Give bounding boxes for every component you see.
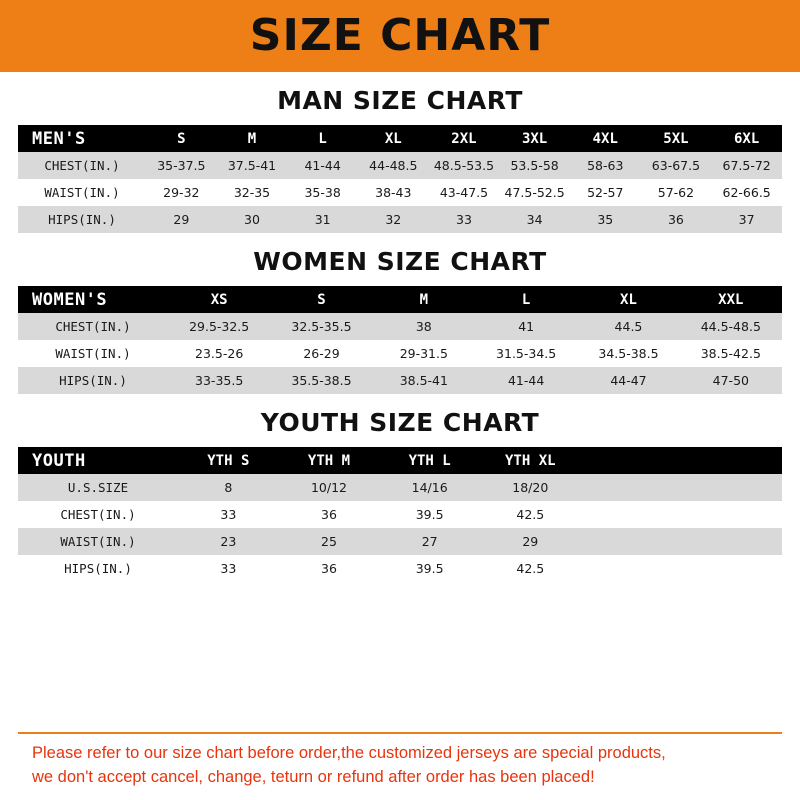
- col-header: M: [217, 125, 288, 152]
- col-header: L: [287, 125, 358, 152]
- cell-empty: [681, 555, 782, 582]
- cell: 35.5-38.5: [270, 367, 372, 394]
- section-title-youth: YOUTH SIZE CHART: [260, 408, 540, 437]
- cell: 39.5: [379, 555, 480, 582]
- cell: 47-50: [680, 367, 782, 394]
- cell: 32-35: [217, 179, 288, 206]
- section-title-women: WOMEN SIZE CHART: [253, 247, 547, 276]
- cell: 29-31.5: [373, 340, 475, 367]
- footer-line-1: Please refer to our size chart before order,the customized jerseys are special products,: [32, 744, 666, 763]
- cell: 35: [570, 206, 641, 233]
- cell: 37: [711, 206, 782, 233]
- cell: 33: [178, 555, 279, 582]
- cell: 44-47: [577, 367, 679, 394]
- col-header: S: [146, 125, 217, 152]
- cell: 53.5-58: [499, 152, 570, 179]
- cell: 30: [217, 206, 288, 233]
- cell: 27: [379, 528, 480, 555]
- cell: 23.5-26: [168, 340, 270, 367]
- table-row: [18, 555, 782, 582]
- cell: 32: [358, 206, 429, 233]
- page-title: SIZE CHART: [249, 10, 551, 61]
- cell: 38.5-41: [373, 367, 475, 394]
- cell: 23: [178, 528, 279, 555]
- cell: 44-48.5: [358, 152, 429, 179]
- cell: 29: [480, 528, 581, 555]
- cell: 38: [373, 313, 475, 340]
- cell-empty: [581, 501, 682, 528]
- col-header: M: [373, 286, 475, 313]
- table-header-row: [18, 286, 782, 313]
- table-man-size: [18, 125, 782, 233]
- cell: 32.5-35.5: [270, 313, 372, 340]
- table-row: [18, 474, 782, 501]
- cell: 47.5-52.5: [499, 179, 570, 206]
- table-row: [18, 367, 782, 394]
- cell: 37.5-41: [217, 152, 288, 179]
- footer-note: [18, 732, 782, 800]
- row-label: HIPS(IN.): [18, 555, 178, 582]
- col-header: 6XL: [711, 125, 782, 152]
- cell: 52-57: [570, 179, 641, 206]
- cell-empty: [581, 555, 682, 582]
- col-header: YTH S: [178, 447, 279, 474]
- cell: 62-66.5: [711, 179, 782, 206]
- col-header: 2XL: [429, 125, 500, 152]
- table-row: [18, 313, 782, 340]
- col-header-empty: [681, 447, 782, 474]
- table-row: [18, 501, 782, 528]
- table-youth-size: [18, 447, 782, 582]
- col-header-youth: YOUTH: [18, 447, 178, 474]
- cell-empty: [581, 474, 682, 501]
- table-header-row: [18, 125, 782, 152]
- row-label: U.S.SIZE: [18, 474, 178, 501]
- cell: 38-43: [358, 179, 429, 206]
- table-row: [18, 152, 782, 179]
- table-header-row: [18, 447, 782, 474]
- table-row: [18, 340, 782, 367]
- cell-empty: [681, 474, 782, 501]
- col-header: 4XL: [570, 125, 641, 152]
- table-row: [18, 206, 782, 233]
- table-row: [18, 528, 782, 555]
- cell: 38.5-42.5: [680, 340, 782, 367]
- col-header: XS: [168, 286, 270, 313]
- cell: 42.5: [480, 501, 581, 528]
- cell: 39.5: [379, 501, 480, 528]
- cell: 10/12: [279, 474, 380, 501]
- cell: 34.5-38.5: [577, 340, 679, 367]
- cell-empty: [681, 501, 782, 528]
- cell: 8: [178, 474, 279, 501]
- cell: 48.5-53.5: [429, 152, 500, 179]
- cell-empty: [681, 528, 782, 555]
- cell: 63-67.5: [641, 152, 712, 179]
- cell: 31: [287, 206, 358, 233]
- section-man: [18, 86, 782, 233]
- col-header: L: [475, 286, 577, 313]
- cell: 36: [279, 501, 380, 528]
- cell: 25: [279, 528, 380, 555]
- cell: 57-62: [641, 179, 712, 206]
- col-header: YTH M: [279, 447, 380, 474]
- cell: 35-38: [287, 179, 358, 206]
- row-label: CHEST(IN.): [18, 313, 168, 340]
- section-youth: [18, 408, 782, 582]
- table-row: [18, 179, 782, 206]
- col-header: YTH L: [379, 447, 480, 474]
- col-header: YTH XL: [480, 447, 581, 474]
- cell: 41: [475, 313, 577, 340]
- row-label: WAIST(IN.): [18, 179, 146, 206]
- cell: 44.5: [577, 313, 679, 340]
- cell: 34: [499, 206, 570, 233]
- col-header-mens: MEN'S: [18, 125, 146, 152]
- col-header-womens: WOMEN'S: [18, 286, 168, 313]
- cell: 35-37.5: [146, 152, 217, 179]
- cell: 44.5-48.5: [680, 313, 782, 340]
- cell: 41-44: [475, 367, 577, 394]
- row-label: HIPS(IN.): [18, 206, 146, 233]
- col-header: XL: [358, 125, 429, 152]
- cell: 33: [429, 206, 500, 233]
- cell: 33: [178, 501, 279, 528]
- cell: 26-29: [270, 340, 372, 367]
- section-title-man: MAN SIZE CHART: [277, 86, 523, 115]
- col-header: 5XL: [641, 125, 712, 152]
- page-header: [0, 0, 800, 72]
- cell: 58-63: [570, 152, 641, 179]
- cell: 14/16: [379, 474, 480, 501]
- row-label: HIPS(IN.): [18, 367, 168, 394]
- cell: 36: [279, 555, 380, 582]
- row-label: WAIST(IN.): [18, 340, 168, 367]
- cell: 36: [641, 206, 712, 233]
- cell: 31.5-34.5: [475, 340, 577, 367]
- col-header: XXL: [680, 286, 782, 313]
- page-body: [0, 72, 800, 800]
- cell: 18/20: [480, 474, 581, 501]
- table-women-size: [18, 286, 782, 394]
- cell: 29.5-32.5: [168, 313, 270, 340]
- cell: 29: [146, 206, 217, 233]
- cell: 33-35.5: [168, 367, 270, 394]
- section-women: [18, 247, 782, 394]
- cell-empty: [581, 528, 682, 555]
- row-label: CHEST(IN.): [18, 152, 146, 179]
- col-header: S: [270, 286, 372, 313]
- col-header: 3XL: [499, 125, 570, 152]
- col-header: XL: [577, 286, 679, 313]
- row-label: WAIST(IN.): [18, 528, 178, 555]
- cell: 41-44: [287, 152, 358, 179]
- cell: 67.5-72: [711, 152, 782, 179]
- col-header-empty: [581, 447, 682, 474]
- cell: 42.5: [480, 555, 581, 582]
- row-label: CHEST(IN.): [18, 501, 178, 528]
- cell: 43-47.5: [429, 179, 500, 206]
- footer-line-2: we don't accept cancel, change, teturn or refund after order has been placed!: [32, 768, 595, 787]
- cell: 29-32: [146, 179, 217, 206]
- layout-spacer: [18, 582, 782, 724]
